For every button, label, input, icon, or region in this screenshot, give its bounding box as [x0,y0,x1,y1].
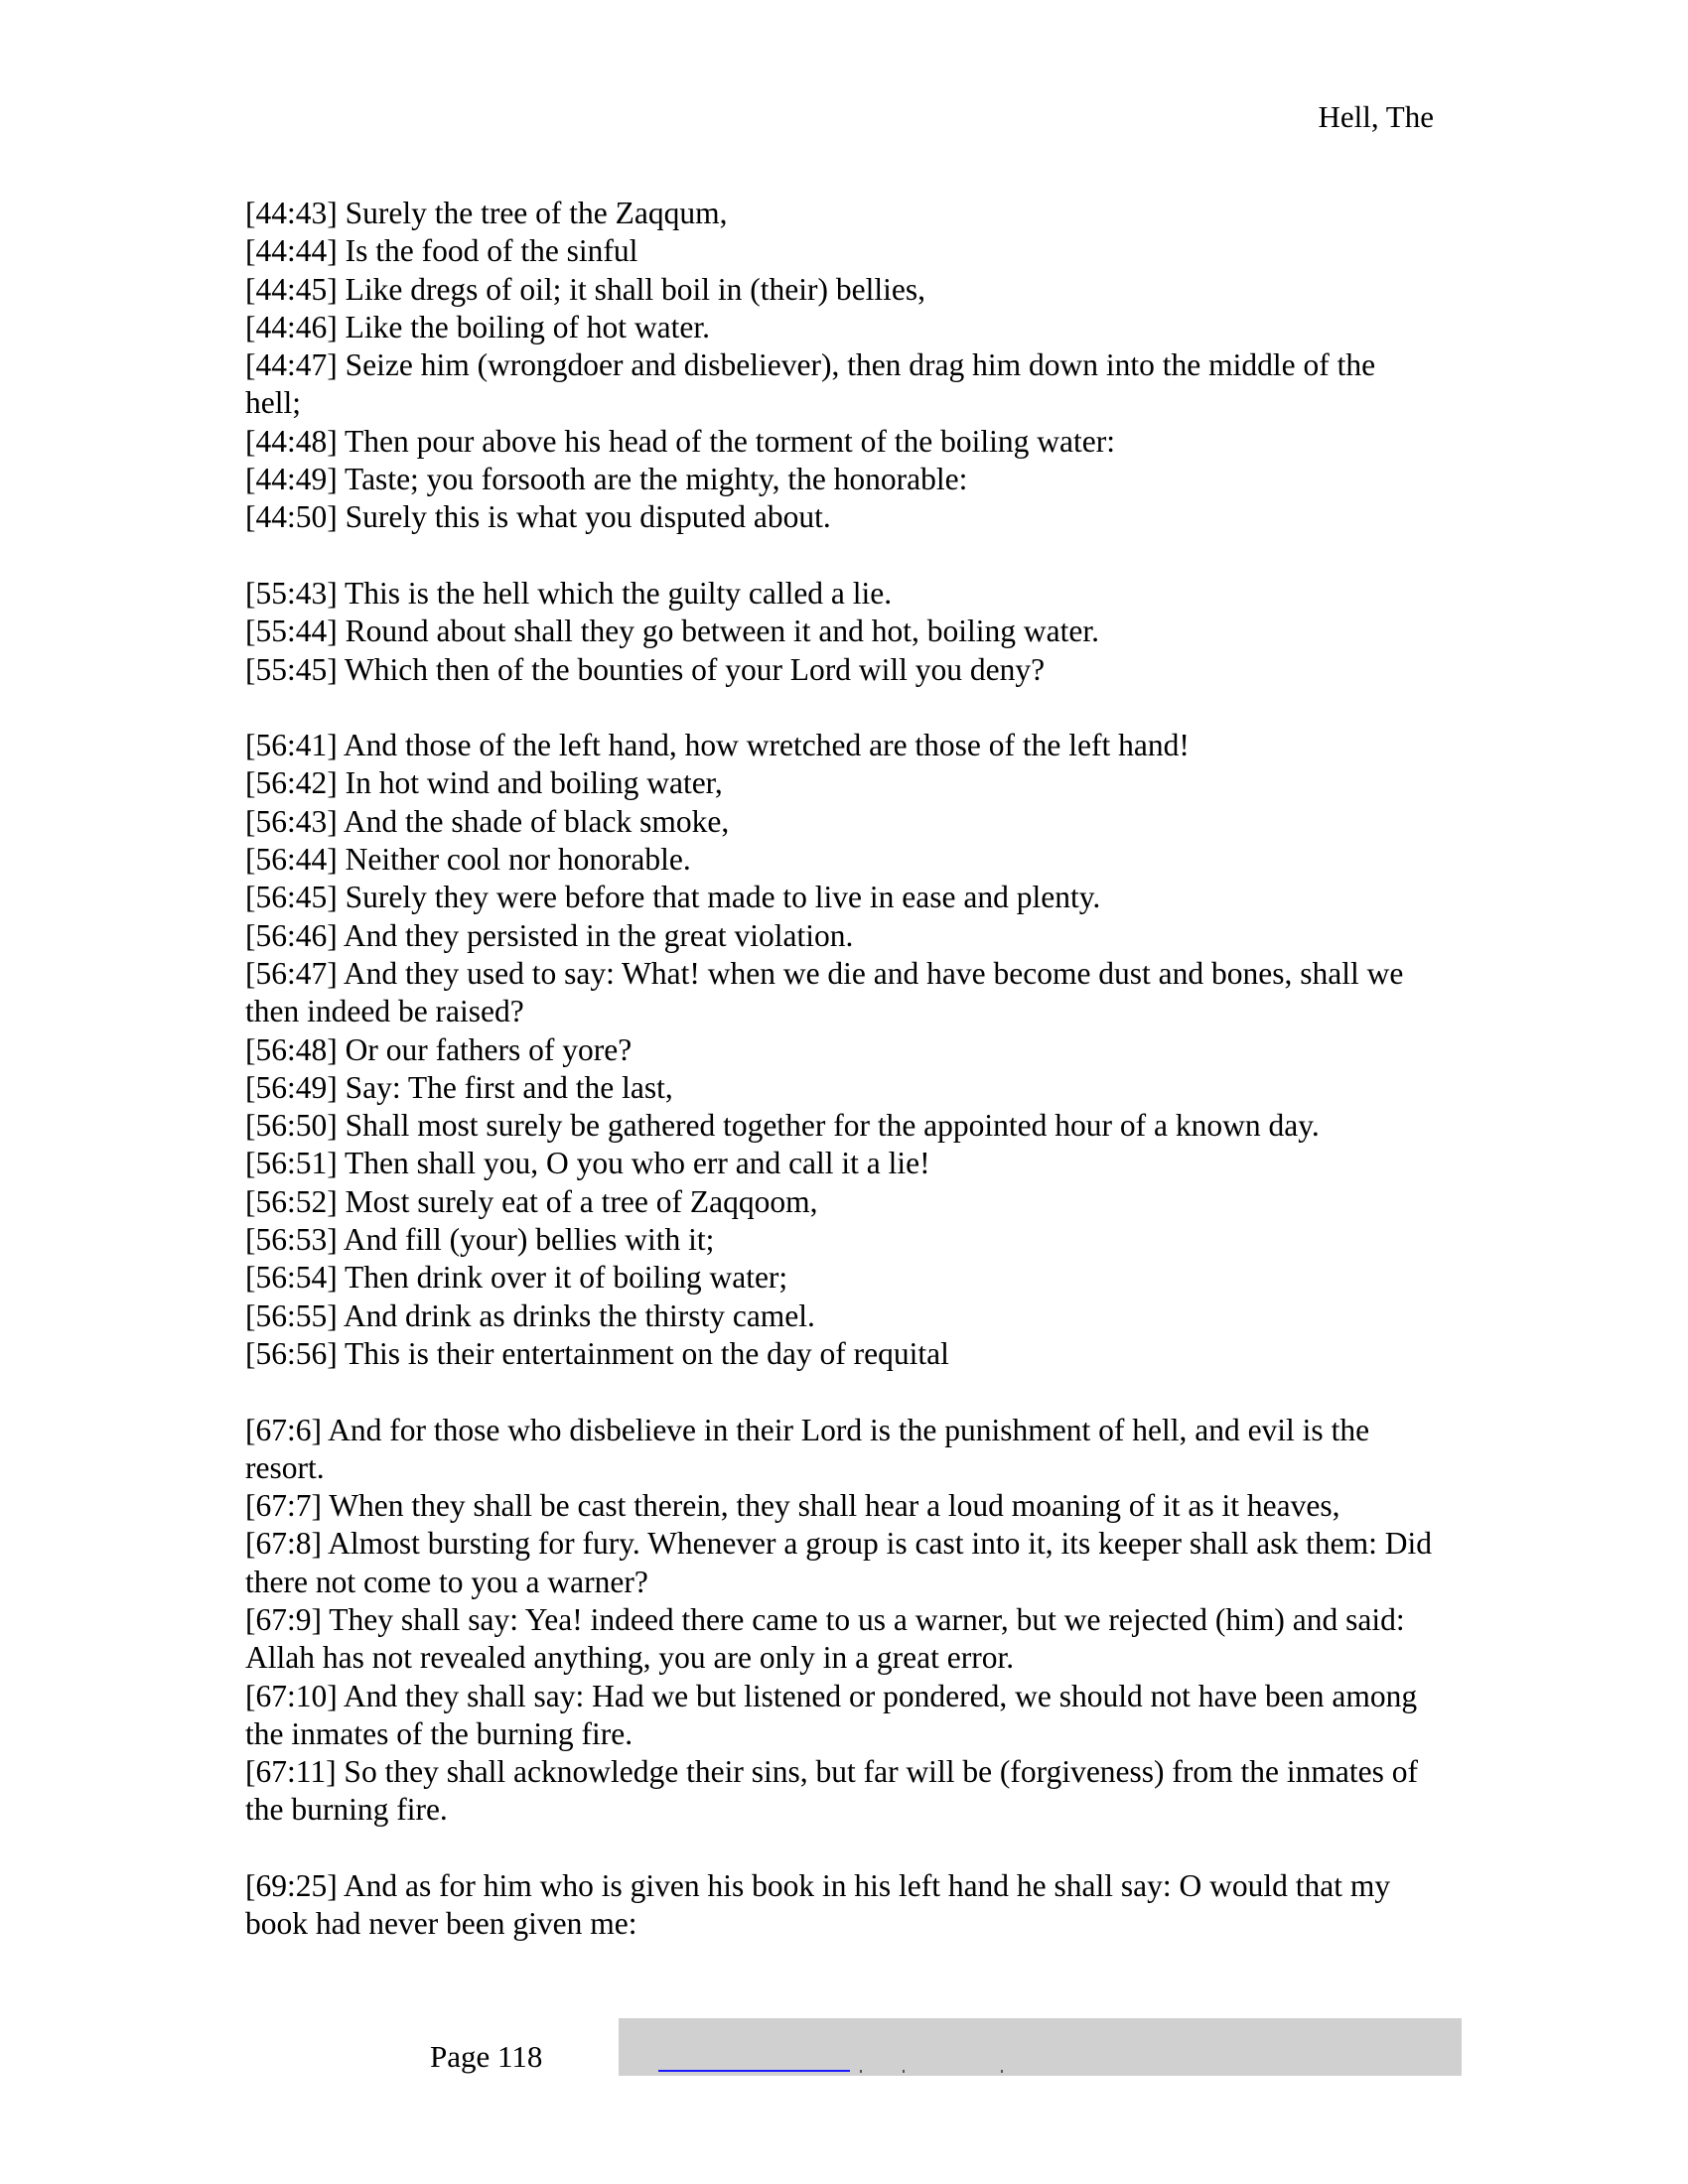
header-title: Hell, The [1318,99,1434,134]
verse-line: [67:6] And for those who disbelieve in their Lord is the punishment of hell, and evil is the resort. [245,1412,1370,1485]
footer-mark [903,2070,905,2073]
verse-line: [67:10] And they shall say: Had we but listened or pondered, we should not have been among the inmates of the burning fire. [245,1678,1418,1751]
footer-mark [1001,2070,1003,2073]
verse-line: [56:42] In hot wind and boiling water, [245,765,723,801]
footer-link-underline[interactable] [658,2070,850,2072]
verse-line: [44:49] Taste; you forsooth are the mighty, the honorable: [245,462,968,497]
verse-line: [55:43] This is the hell which the guilty called a lie. [245,575,893,611]
verse-section-69 [245,1867,1437,1944]
verse-line: [56:41] And those of the left hand, how wretched are those of the left hand! [245,728,1190,763]
verse-line: [56:46] And they persisted in the great violation. [245,917,854,953]
footer-mark [860,2070,862,2073]
verse-line: [56:51] Then shall you, O you who err and call it a lie! [245,1146,930,1181]
verse-line: [56:53] And fill (your) bellies with it; [245,1222,715,1258]
page-number-label: Page 118 [430,2039,543,2074]
verse-line: [56:43] And the shade of black smoke, [245,803,730,839]
verse-line: [56:44] Neither cool nor honorable. [245,842,691,878]
verse-line: [56:56] This is their entertainment on the day of requital [245,1335,949,1371]
verse-section-55 [245,575,1437,689]
verse-line: [55:45] Which then of the bounties of your Lord will you deny? [245,651,1046,687]
running-header [1318,97,1434,137]
verse-line: [56:50] Shall most surely be gathered together for the appointed hour of a known day. [245,1108,1320,1144]
verse-line: [56:47] And they used to say: What! when we die and have become dust and bones, shall we then indeed be raised? [245,955,1404,1029]
verse-line: [69:25] And as for him who is given his book in his left hand he shall say: O would that my book had never been given me: [245,1868,1391,1942]
page-number [430,2037,542,2077]
verse-line: [56:45] Surely they were before that made to live in ease and plenty. [245,880,1101,915]
verse-line: [67:9] They shall say: Yea! indeed there came to us a warner, but we rejected (him) and said: Allah has not revealed anything, you are only in a great error. [245,1601,1405,1676]
verse-line: [56:48] Or our fathers of yore? [245,1031,633,1067]
verse-line: [44:47] Seize him (wrongdoer and disbeliever), then drag him down into the middle of the hell; [245,347,1376,421]
verse-section-67 [245,1412,1437,1830]
verse-line: [67:11] So they shall acknowledge their sins, but far will be (forgiveness) from the inmates of the burning fire. [245,1754,1418,1828]
verse-line: [67:7] When they shall be cast therein, they shall hear a loud moaning of it as it heaves, [245,1488,1340,1524]
verse-line: [44:43] Surely the tree of the Zaqqum, [245,196,728,230]
verse-line: [44:45] Like dregs of oil; it shall boil in (their) bellies, [245,271,925,307]
verse-line: [67:8] Almost bursting for fury. Whenever a group is cast into it, its keeper shall ask them: Did there not come to you a warner? [245,1526,1433,1599]
verse-line: [56:54] Then drink over it of boiling water; [245,1260,788,1296]
verse-line: [44:44] Is the food of the sinful [245,233,638,269]
verse-section-44 [245,195,1437,537]
verse-line: [44:50] Surely this is what you disputed about. [245,499,831,535]
verse-line: [56:49] Say: The first and the last, [245,1069,673,1105]
verse-line: [44:48] Then pour above his head of the torment of the boiling water: [245,423,1115,459]
verse-section-56 [245,727,1437,1373]
verse-line: [56:52] Most surely eat of a tree of Zaqqoom, [245,1183,818,1219]
verse-content [245,195,1437,1981]
verse-line: [56:55] And drink as drinks the thirsty camel. [245,1297,815,1333]
verse-line: [44:46] Like the boiling of hot water. [245,309,711,344]
footer-bar [619,2018,1462,2076]
verse-line: [55:44] Round about shall they go between it and hot, boiling water. [245,614,1099,649]
